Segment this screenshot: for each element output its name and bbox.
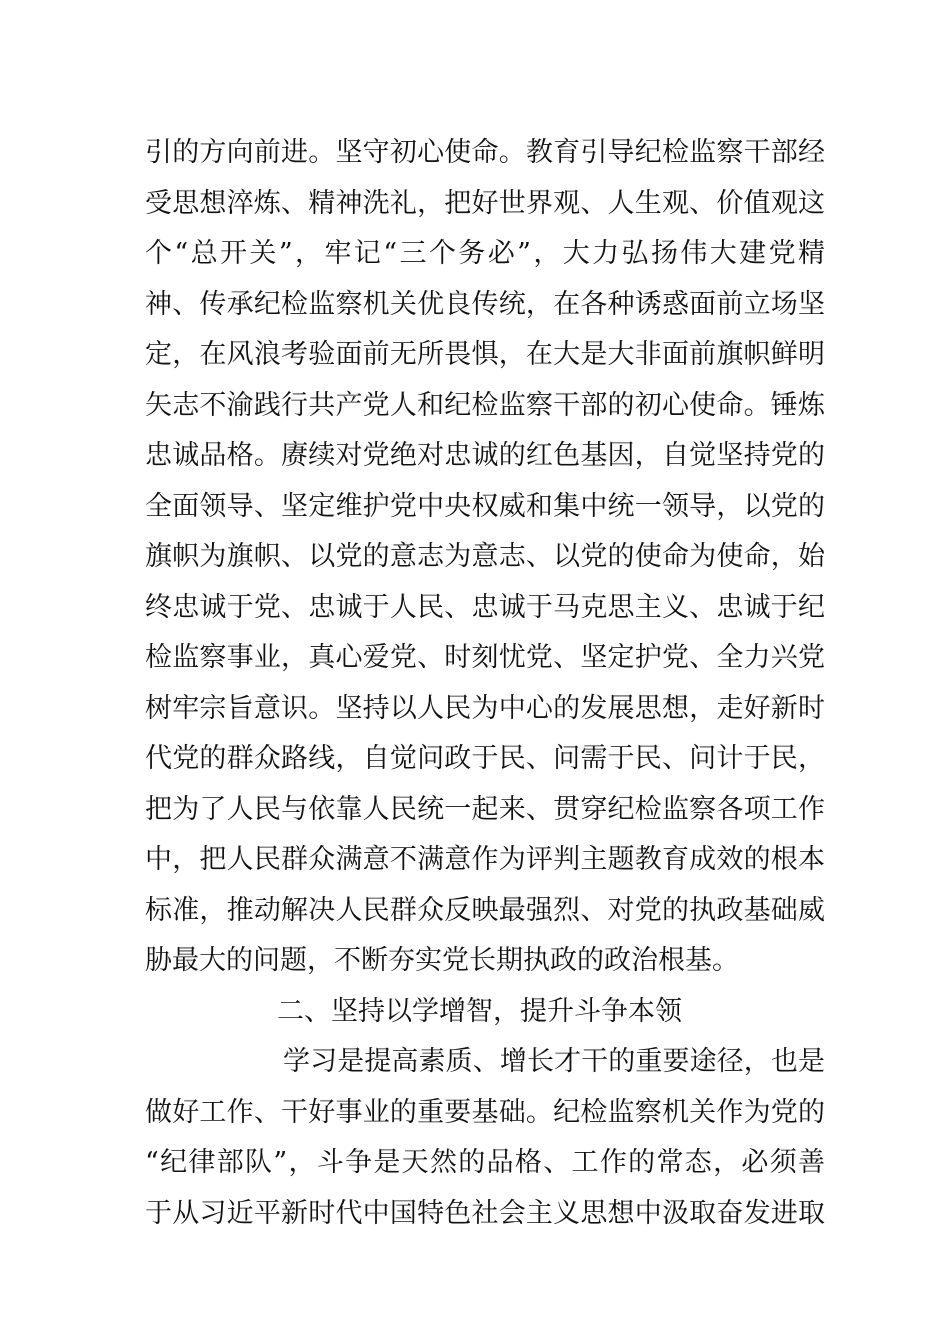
text-line: “纪律部队”，斗争是天然的品格、工作的常态，必须善 <box>145 1147 825 1178</box>
text-line: 个“总开关”，牢记“三个务必”，大力弘扬伟大建党精 <box>145 238 825 269</box>
text-line: 全面领导、坚定维护党中央权威和集中统一领导，以党的 <box>145 490 825 522</box>
text-line: 胁最大的问题，不断夯实党长期执政的政治根基。 <box>145 945 739 976</box>
text-line: 引的方向前进。坚守初心使命。教育引导纪检监察干部经 <box>145 137 825 168</box>
text-line: 旗帜为旗帜、以党的意志为意志、以党的使命为使命，始 <box>145 541 825 572</box>
text-line: 忠诚品格。赓续对党绝对忠诚的红色基因，自觉坚持党的 <box>145 440 825 471</box>
body-text <box>145 128 825 1239</box>
text-line: 树牢宗旨意识。坚持以人民为中心的发展思想，走好新时 <box>145 692 825 724</box>
text-line: 终忠诚于党、忠诚于人民、忠诚于马克思主义、忠诚于纪 <box>145 591 825 623</box>
text-line: 定，在风浪考验面前无所畏惧，在大是大非面前旗帜鲜明 <box>145 339 825 370</box>
text-line: 标准，推动解决人民群众反映最强烈、对党的执政基础威 <box>145 894 825 926</box>
text-line: 于从习近平新时代中国特色社会主义思想中汲取奋发进取 <box>145 1197 825 1229</box>
text-line: 学习是提高素质、增长才干的重要途径，也是 <box>283 1046 825 1077</box>
section-heading: 二、坚持以学增智，提升斗争本领 <box>277 995 682 1027</box>
text-line: 把为了人民与依靠人民统一起来、贯穿纪检监察各项工作 <box>145 793 825 825</box>
text-line: 受思想淬炼、精神洗礼，把好世界观、人生观、价值观这 <box>145 187 825 219</box>
text-line: 检监察事业，真心爱党、时刻忧党、坚定护党、全力兴党 <box>145 642 825 673</box>
text-line: 神、传承纪检监察机关优良传统，在各种诱惑面前立场坚 <box>145 288 825 320</box>
text-line: 中，把人民群众满意不满意作为评判主题教育成效的根本 <box>145 844 825 875</box>
text-line: 矢志不渝践行共产党人和纪检监察干部的初心使命。锤炼 <box>145 389 825 421</box>
text-line: 代党的群众路线，自觉问政于民、问需于民、问计于民， <box>145 743 825 774</box>
text-line: 做好工作、干好事业的重要基础。纪检监察机关作为党的 <box>145 1096 825 1128</box>
